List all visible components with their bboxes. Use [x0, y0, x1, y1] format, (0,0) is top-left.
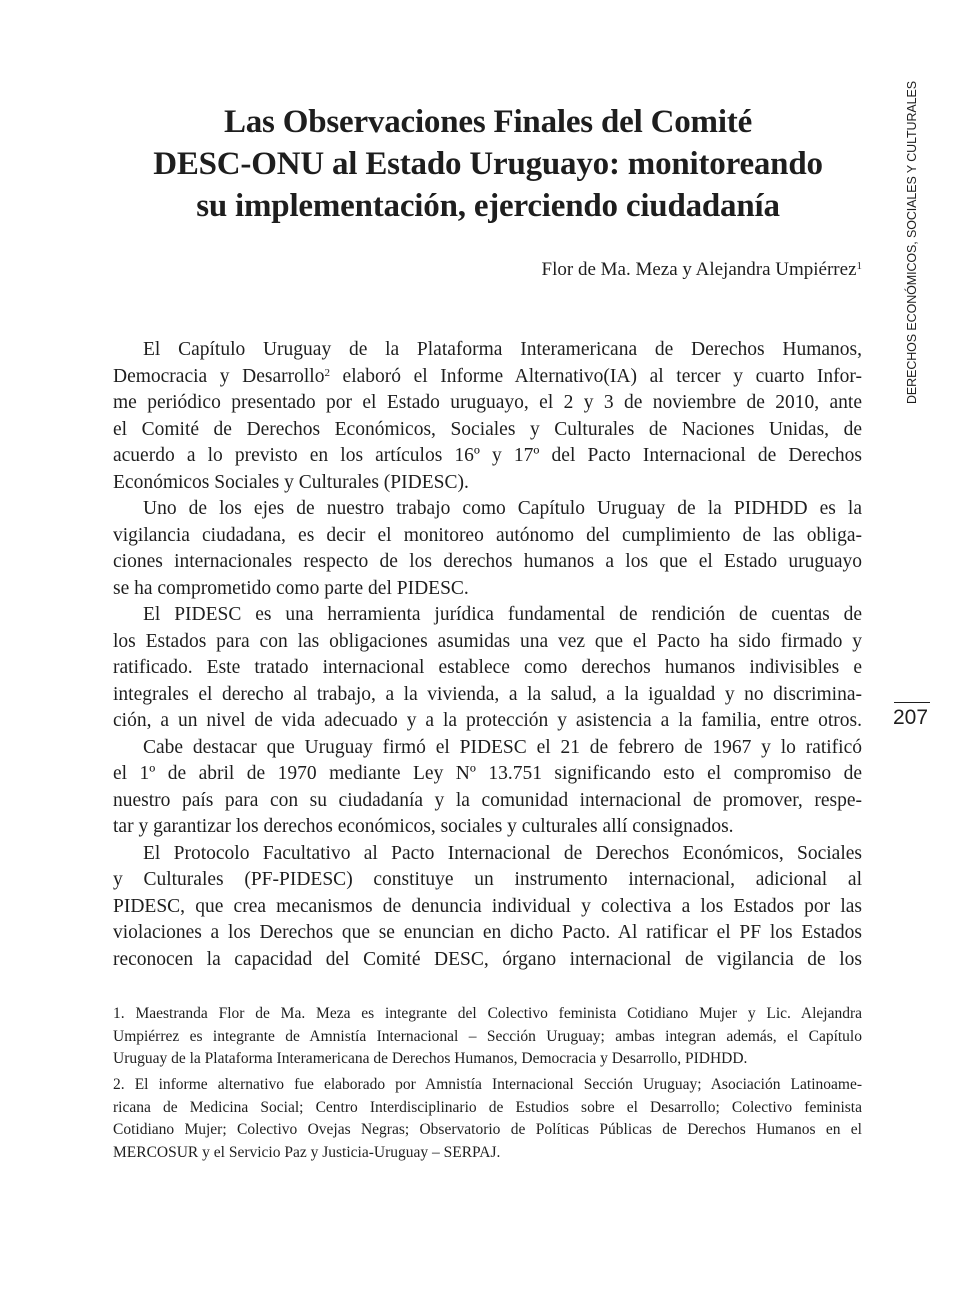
- body-line: El Protocolo Facultativo al Pacto Internacional de Derechos Económicos, Sociales: [143, 842, 862, 864]
- title-line-1: Las Observaciones Finales del Comité: [223, 104, 753, 140]
- body-line: vigilancia ciudadana, es decir el monitoreo autónomo del cumplimiento de las obliga-: [113, 524, 862, 546]
- body-line: se ha comprometido como parte del PIDESC.: [113, 577, 469, 599]
- footnote-line: Umpiérrez es integrante de Amnistía Internacional – Sección Uruguay; ambas integran además, el Capítulo: [113, 1027, 862, 1045]
- section-side-label: [890, 81, 919, 404]
- body-text: elaboró el Informe Alternativo(IA) al tercer y cuarto Infor-: [329, 365, 863, 387]
- article-title: [100, 101, 876, 227]
- footnote-line: Uruguay de la Plataforma Interamericana de Derechos Humanos, Democracia y Desarrollo, PIDHDD.: [113, 1050, 748, 1067]
- body-line: el Comité de Derechos Económicos, Sociales y Culturales de Naciones Unidas, de: [113, 418, 862, 440]
- footnote-ref-2: 2: [324, 366, 330, 379]
- page-number: 207: [893, 706, 929, 729]
- body-line: me periódico presentado por el Estado uruguayo, el 2 y 3 de noviembre de 2010, ante: [113, 392, 862, 413]
- title-line-3: su implementación, ejerciendo ciudadanía: [196, 188, 780, 224]
- body-line: violaciones a los Derechos que se enuncian en dicho Pacto. Al ratificar el PF los Estados: [113, 922, 862, 943]
- body-line: Cabe destacar que Uruguay firmó el PIDESC el 21 de febrero de 1967 y lo ratificó: [143, 736, 862, 758]
- body-line: El Capítulo Uruguay de la Plataforma Interamericana de Derechos Humanos,: [143, 339, 862, 360]
- footnote-line: 2. El informe alternativo fue elaborado por Amnistía Internacional Sección Uruguay; Asociación Latinoame-: [113, 1076, 862, 1093]
- body-line: el 1º de abril de 1970 mediante Ley Nº 13.751 significando esto el compromiso de: [113, 763, 862, 784]
- body-text: Democracia y Desarrollo: [113, 365, 325, 387]
- body-line: nuestro país para con su ciudadanía y la comunidad internacional de promover, respe-: [113, 789, 862, 811]
- page-number-rule: [894, 702, 930, 703]
- body-line: los Estados para con las obligaciones asumidas una vez que el Pacto ha sido firmado y: [113, 630, 862, 652]
- footnote-line: ricana de Medicina Social; Centro Interdisciplinario de Estudios sobre el Desarrollo; Colectivo feminista: [113, 1098, 862, 1116]
- footnote-1: [113, 1003, 862, 1071]
- footnote-line: Cotidiano Mujer; Colectivo Ovejas Negras; Observatorio de Políticas Públicas de Derechos Humanos en el: [113, 1121, 862, 1138]
- body-line: ciones internacionales respecto de los derechos humanos a los que el Estado uruguayo: [113, 551, 862, 572]
- title-line-2: DESC-ONU al Estado Uruguayo: monitoreando: [153, 146, 823, 182]
- body-line: reconocen la capacidad del Comité DESC, órgano internacional de vigilancia de los: [113, 948, 862, 970]
- body-line: Uno de los ejes de nuestro trabajo como Capítulo Uruguay de la PIDHDD es la: [143, 498, 862, 519]
- article-body: [113, 337, 862, 973]
- section-side-label-text: DERECHOS ECONÓMICOS, SOCIALES Y CULTURALES: [905, 81, 919, 404]
- body-line: Económicos Sociales y Culturales (PIDESC).: [113, 471, 469, 493]
- author-byline: [542, 256, 862, 284]
- body-line: [113, 364, 862, 391]
- footnote-line: MERCOSUR y el Servicio Paz y Justicia-Uruguay – SERPAJ.: [113, 1143, 501, 1161]
- body-line: PIDESC, que crea mecanismos de denuncia individual y colectiva a los Estados por las: [113, 895, 862, 917]
- footnote-line: 1. Maestranda Flor de Ma. Meza es integrante del Colectivo feminista Cotidiano Mujer y Lic. Alejandra: [113, 1005, 862, 1022]
- author-names: Flor de Ma. Meza y Alejandra Umpiérrez: [541, 259, 857, 280]
- body-line: ratificado. Este tratado internacional establece como derechos humanos indivisibles e: [113, 657, 862, 678]
- body-line: y Culturales (PF-PIDESC) constituye un instrumento internacional, adicional al: [113, 869, 862, 890]
- body-line: acuerdo a lo previsto en los artículos 16º y 17º del Pacto Internacional de Derechos: [113, 445, 862, 466]
- body-line: integrales el derecho al trabajo, a la vivienda, a la salud, a la igualdad y no discrimina-: [113, 683, 862, 705]
- body-line: El PIDESC es una herramienta jurídica fundamental de rendición de cuentas de: [143, 604, 862, 625]
- footnote-2: [113, 1074, 862, 1164]
- author-footnote-mark: 1: [856, 260, 862, 272]
- body-line: ción, a un nivel de vida adecuado y a la protección y asistencia a la familia, entre otros.: [113, 710, 862, 731]
- body-line: tar y garantizar los derechos económicos, sociales y culturales allí consignados.: [113, 816, 734, 837]
